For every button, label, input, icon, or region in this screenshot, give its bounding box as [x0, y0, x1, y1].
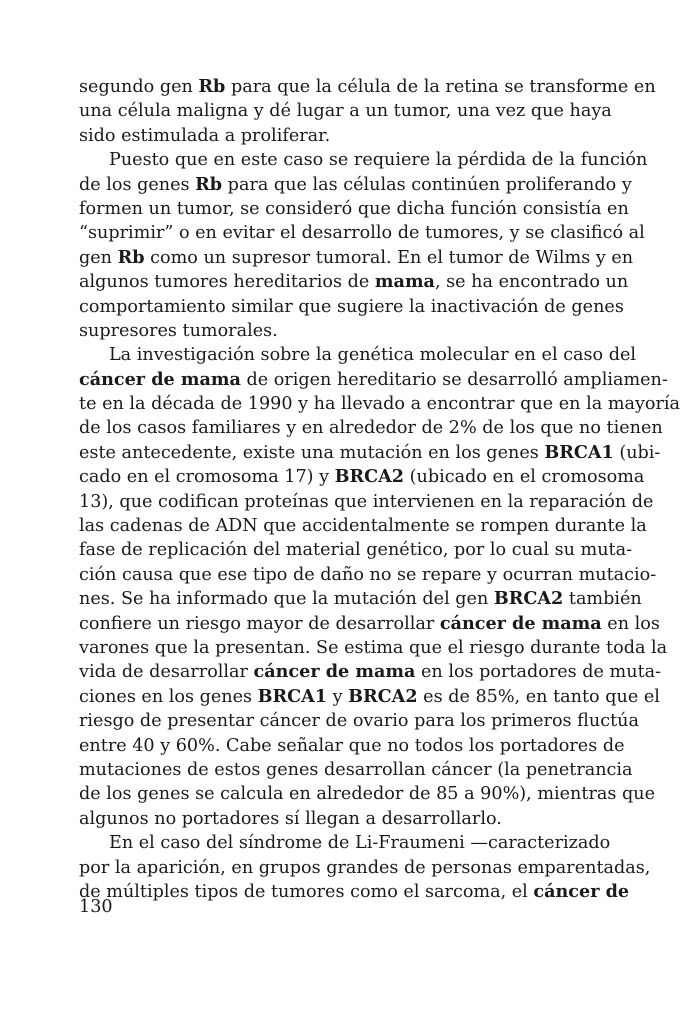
text-line — [79, 173, 632, 197]
text-line — [79, 124, 589, 148]
text-run: es de 85%, en tanto que el — [417, 686, 660, 707]
text-line — [79, 660, 662, 684]
text-line — [79, 880, 630, 904]
text-line — [79, 612, 660, 636]
text-line — [79, 831, 611, 855]
text-line — [79, 246, 634, 270]
text-line — [79, 856, 651, 880]
text-run: (ubi- — [613, 442, 661, 463]
text-line — [79, 563, 657, 587]
text-run: en los portadores de muta- — [415, 662, 662, 683]
text-run: vida de desarrollar — [79, 662, 254, 683]
bold-term: cáncer de — [533, 880, 630, 902]
text-line — [79, 343, 637, 367]
text-run: mutaciones de estos genes desarrollan cáncer (la penetrancia — [79, 759, 633, 780]
page-number: 130 — [79, 897, 113, 917]
text-run: comportamiento similar que sugiere la inactivación de genes — [79, 296, 624, 317]
text-line — [79, 221, 645, 245]
text-run: para que la célula de la retina se transforme en — [225, 77, 656, 97]
text-line — [79, 636, 668, 660]
text-run: varones que la presentan. Se estima que el riesgo durante toda la — [79, 637, 668, 658]
text-run: Puesto que en este caso se requiere la pérdida de la función — [109, 150, 648, 171]
bold-term: cáncer de mama — [79, 368, 241, 390]
text-line — [79, 782, 655, 806]
bold-term: BRCA2 — [348, 685, 418, 707]
text-run: ciones en los genes — [79, 686, 258, 707]
text-run: riesgo de presentar cáncer de ovario para los primeros fluctúa — [79, 711, 639, 732]
bold-term: Rb — [198, 76, 226, 97]
bold-term: BRCA1 — [257, 685, 328, 707]
text-run: este antecedente, existe una mutación en los genes — [79, 442, 545, 463]
text-line — [79, 709, 639, 733]
text-line — [79, 392, 680, 416]
text-run: cado en el cromosoma 17) y — [79, 467, 335, 488]
text-line — [79, 490, 654, 514]
text-line — [79, 197, 629, 221]
bold-term: cáncer de mama — [253, 661, 416, 683]
bold-term: mama — [374, 271, 435, 293]
text-run: algunos no portadores sí llegan a desarrollarlo. — [79, 808, 502, 829]
text-line — [79, 685, 660, 709]
text-line — [79, 758, 633, 782]
text-line — [79, 587, 642, 611]
text-line — [79, 416, 663, 440]
text-line — [79, 295, 624, 319]
bold-term: Rb — [195, 173, 223, 195]
text-line — [79, 514, 647, 538]
text-run: de los casos familiares y en alrededor de 2% de los que no tienen — [79, 418, 663, 439]
text-run: de origen hereditario se desarrolló ampliamen- — [240, 369, 668, 390]
bold-term: BRCA1 — [544, 441, 614, 463]
bold-term: BRCA2 — [334, 466, 405, 488]
text-run: entre 40 y 60%. Cabe señalar que no todos los portadores de — [79, 735, 625, 756]
text-run: como un supresor tumoral. En el tumor de Wilms y en — [144, 247, 634, 268]
text-run: La investigación sobre la genética molecular en el caso del — [109, 345, 637, 366]
text-run: , se ha encontrado un — [434, 272, 629, 293]
text-line — [79, 441, 661, 465]
text-run: para que las células continúen proliferando y — [222, 174, 632, 195]
text-run: también — [563, 589, 642, 610]
text-line — [79, 465, 645, 489]
text-run: una célula maligna y dé lugar a un tumor, una vez que haya — [79, 101, 612, 122]
text-run: 13), que codifican proteínas que intervienen en la reparación de — [79, 491, 654, 512]
text-run: formen un tumor, se consideró que dicha función consistía en — [79, 198, 629, 219]
text-run: gen — [79, 247, 118, 268]
text-run: ción causa que ese tipo de daño no se repare y ocurran mutacio- — [79, 564, 657, 585]
text-line — [79, 270, 629, 294]
text-run: fase de replicación del material genético, por lo cual su muta- — [79, 540, 633, 561]
text-line — [79, 538, 633, 562]
text-run: te en la década de 1990 y ha llevado a encontrar que en la mayoría — [79, 394, 680, 415]
text-line — [79, 319, 589, 343]
text-run: supresores tumorales. — [79, 320, 278, 341]
text-line — [79, 75, 656, 99]
text-line — [79, 148, 648, 172]
text-run: por la aparición, en grupos grandes de personas emparentadas, — [79, 857, 651, 878]
text-run: “suprimir” o en evitar el desarrollo de tumores, y se clasificó al — [79, 223, 645, 244]
text-run: segundo gen — [79, 77, 199, 97]
text-run: de múltiples tipos de tumores como el sarcoma, el — [79, 881, 534, 902]
text-run: sido estimulada a proliferar. — [79, 125, 331, 146]
text-run: algunos tumores hereditarios de — [79, 272, 375, 293]
text-run: En el caso del síndrome de Li-Fraumeni —caracterizado — [109, 833, 611, 854]
text-run: de los genes — [79, 174, 196, 195]
text-run: de los genes se calcula en alrededor de 85 a 90%), mientras que — [79, 784, 655, 805]
text-run: en los — [601, 613, 660, 634]
text-run: (ubicado en el cromosoma — [404, 467, 645, 488]
text-run: las cadenas de ADN que accidentalmente se rompen durante la — [79, 516, 647, 537]
book-page-text — [79, 75, 680, 904]
text-line — [79, 807, 589, 831]
bold-term: cáncer de mama — [439, 612, 602, 634]
text-line — [79, 734, 625, 758]
text-line — [79, 99, 612, 123]
text-run: y — [327, 686, 349, 707]
text-run: nes. Se ha informado que la mutación del gen — [79, 589, 494, 610]
text-line — [79, 368, 668, 392]
bold-term: Rb — [117, 246, 145, 268]
bold-term: BRCA2 — [493, 588, 564, 610]
text-run: confiere un riesgo mayor de desarrollar — [79, 613, 440, 634]
